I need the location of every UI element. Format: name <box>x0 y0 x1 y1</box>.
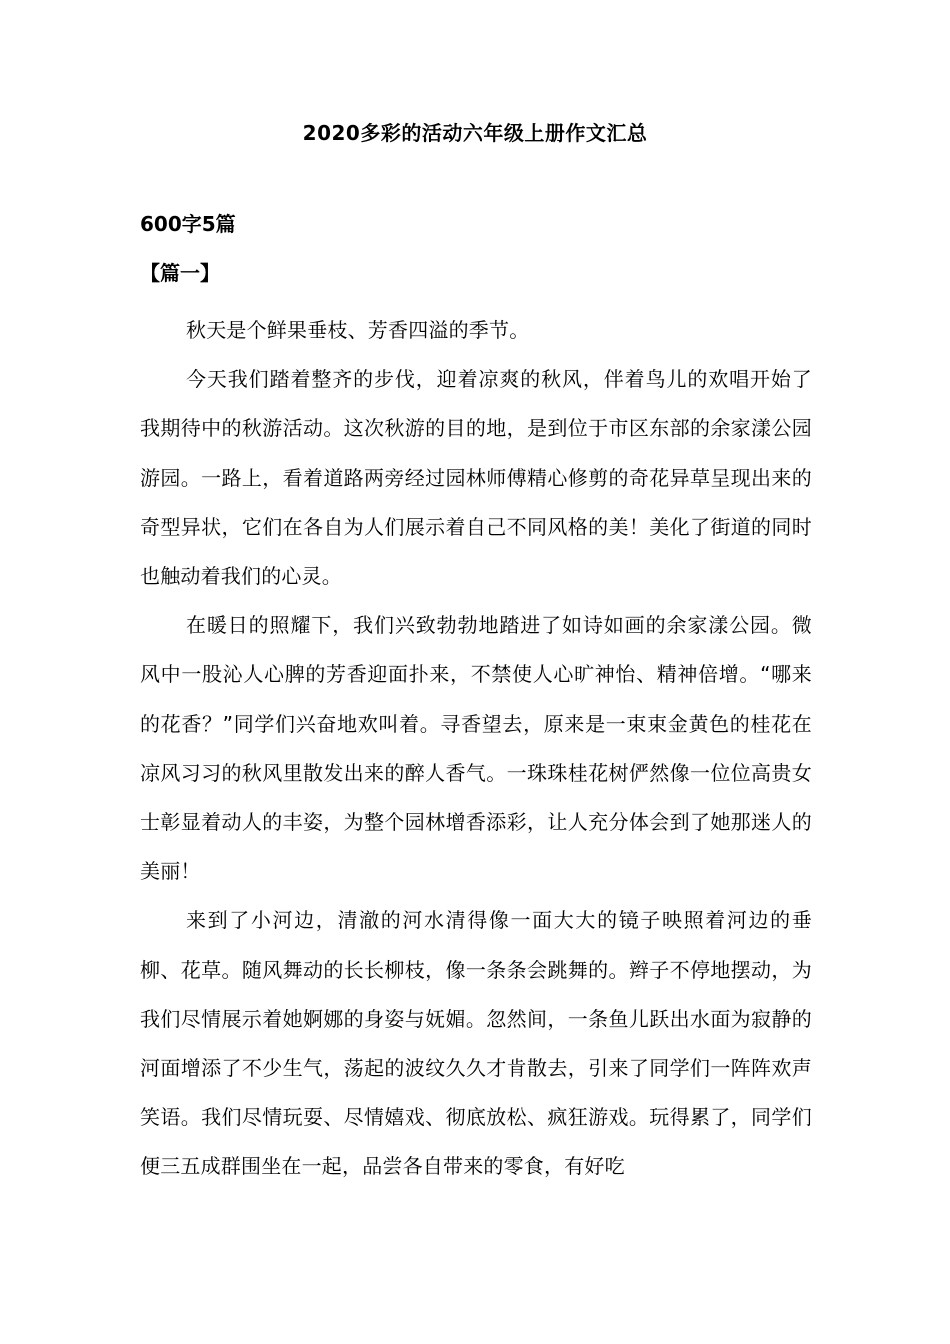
section-label: 【篇一】 <box>140 261 220 285</box>
paragraph-2: 今天我们踏着整齐的步伐，迎着凉爽的秋风，伴着鸟儿的欢唱开始了我期待中的秋游活动。这次秋游的目的地，是到位于市区东部的余家漾公园游园。一路上，看着道路两旁经过园林师傅精心修剪的奇花异草呈现出来的奇型异状，它们在各自为人们展示着自己不同风格的美！美化了街道的同时也触动着我们的心灵。 <box>140 367 812 589</box>
document-body <box>140 306 812 1192</box>
paragraph-4: 来到了小河边，清澈的河水清得像一面大大的镜子映照着河边的垂柳、花草。随风舞动的长长柳枝，像一条条会跳舞的。辫子不停地摆动，为我们尽情展示着她婀娜的身姿与妩媚。忽然间，一条鱼儿跃出水面为寂静的河面增添了不少生气，荡起的波纹久久才肯散去，引来了同学们一阵阵欢声笑语。我们尽情玩耍、尽情嬉戏、彻底放松、疯狂游戏。玩得累了，同学们便三五成群围坐在一起，品尝各自带来的零食，有好吃 <box>140 908 812 1179</box>
document-title: 2020多彩的活动六年级上册作文汇总 <box>302 121 648 145</box>
paragraph-1: 秋天是个鲜果垂枝、芳香四溢的季节。 <box>186 318 530 342</box>
paragraph-3: 在暖日的照耀下，我们兴致勃勃地踏进了如诗如画的余家漾公园。微风中一股沁人心脾的芳香迎面扑来，不禁使人心旷神怡、精神倍增。“哪来的花香？”同学们兴奋地欢叫着。寻香望去，原来是一束束金黄色的桂花在凉风习习的秋风里散发出来的醉人香气。一珠珠桂花树俨然像一位位高贵女士彰显着动人的丰姿，为整个园林增香添彩，让人充分体会到了她那迷人的美丽！ <box>140 613 812 884</box>
document-subtitle: 600字5篇 <box>140 212 236 236</box>
